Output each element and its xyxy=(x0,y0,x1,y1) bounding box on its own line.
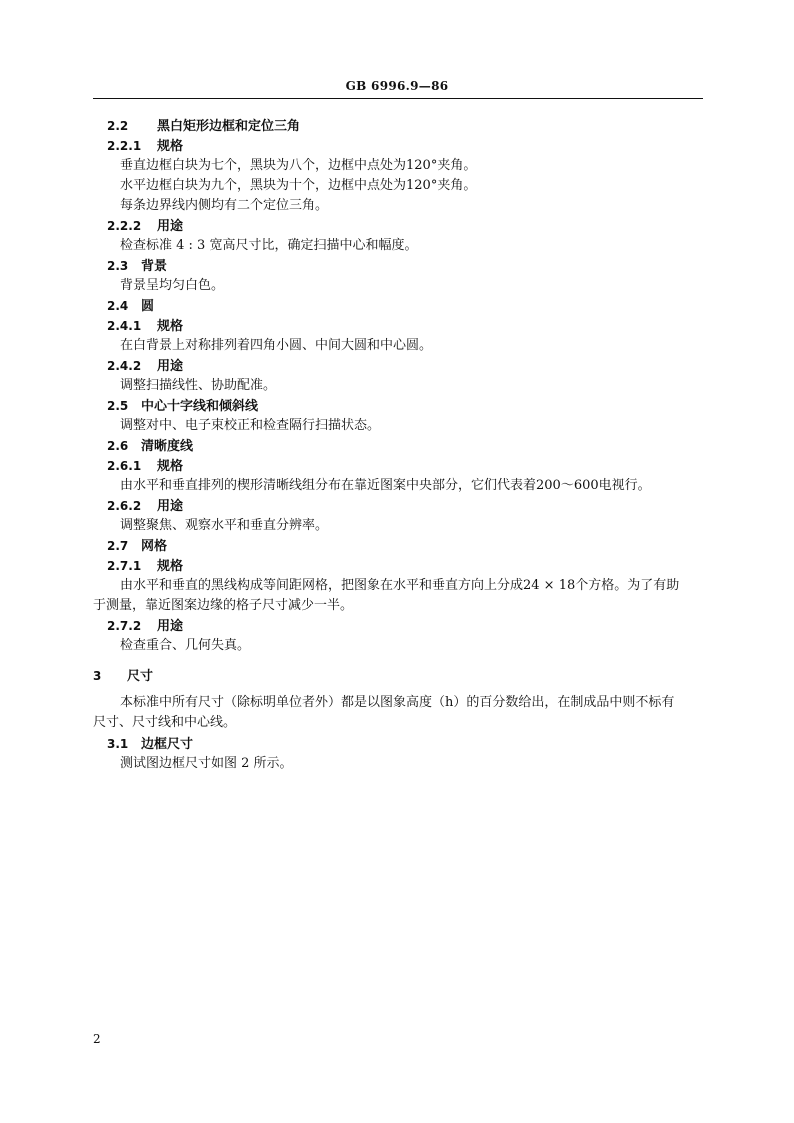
heading-2-2-1 xyxy=(107,138,183,155)
heading-2-5 xyxy=(107,398,258,415)
heading-number: 2.7 xyxy=(107,539,129,553)
paragraph-line: 每条边界线内侧均有二个定位三角。 xyxy=(120,198,329,213)
heading-2-7-1 xyxy=(107,558,183,575)
paragraph-line: 背景呈均匀白色。 xyxy=(120,278,225,293)
heading-2-2-2 xyxy=(107,218,183,235)
paragraph-line: 测试图边框尺寸如图 2 所示。 xyxy=(120,756,293,771)
page-number: 2 xyxy=(93,1032,101,1046)
heading-2-7-2 xyxy=(107,618,183,635)
heading-2-2 xyxy=(107,118,300,135)
paragraph-line: 本标准中所有尺寸（除标明单位者外）都是以图象高度（h）的百分数给出，在制成品中则不标有 xyxy=(120,695,675,710)
heading-text: 圆 xyxy=(141,299,155,314)
heading-text: 用途 xyxy=(157,619,184,634)
paragraph-line: 由水平和垂直排列的楔形清晰线组分布在靠近图案中央部分，它们代表着200～600电视行。 xyxy=(120,478,651,493)
heading-2-6-1 xyxy=(107,458,183,475)
heading-number: 2.5 xyxy=(107,399,129,413)
heading-2-7 xyxy=(107,538,167,555)
paragraph-line: 检查重合、几何失真。 xyxy=(120,638,251,653)
heading-text: 尺寸 xyxy=(127,669,154,684)
heading-number: 2.7.1 xyxy=(107,559,142,573)
heading-number: 2.2.2 xyxy=(107,219,142,233)
heading-text: 清晰度线 xyxy=(141,439,194,454)
heading-text: 黑白矩形边框和定位三角 xyxy=(157,119,301,134)
heading-number: 2.7.2 xyxy=(107,619,142,633)
paragraph-line: 检查标准 4 : 3 宽高尺寸比，确定扫描中心和幅度。 xyxy=(120,238,418,253)
heading-2-3 xyxy=(107,258,167,275)
heading-number: 2.6 xyxy=(107,439,129,453)
heading-2-4-1 xyxy=(107,318,183,335)
heading-text: 用途 xyxy=(157,499,184,514)
paragraph-line: 于测量，靠近图案边缘的格子尺寸减少一半。 xyxy=(93,598,354,613)
heading-text: 规格 xyxy=(157,139,184,154)
heading-number: 3.1 xyxy=(107,737,129,751)
paragraph-line: 垂直边框白块为七个，黑块为八个，边框中点处为120°夹角。 xyxy=(120,158,477,173)
paragraph-line: 调整对中、电子束校正和检查隔行扫描状态。 xyxy=(120,418,381,433)
paragraph-line: 尺寸、尺寸线和中心线。 xyxy=(93,715,237,730)
heading-2-6-2 xyxy=(107,498,183,515)
heading-2-4 xyxy=(107,298,154,315)
heading-text: 背景 xyxy=(141,259,168,274)
heading-number: 3 xyxy=(93,669,102,683)
paragraph-line: 调整扫描线性、协助配准。 xyxy=(120,378,277,393)
heading-text: 规格 xyxy=(157,459,184,474)
heading-number: 2.6.1 xyxy=(107,459,142,473)
heading-text: 规格 xyxy=(157,319,184,334)
heading-number: 2.2 xyxy=(107,119,129,133)
heading-text: 规格 xyxy=(157,559,184,574)
heading-text: 中心十字线和倾斜线 xyxy=(141,399,259,414)
paragraph-line: 水平边框白块为九个，黑块为十个，边框中点处为120°夹角。 xyxy=(120,178,477,193)
heading-2-6 xyxy=(107,438,193,455)
heading-3 xyxy=(93,668,153,685)
paragraph-line: 由水平和垂直的黑线构成等间距网格，把图象在水平和垂直方向上分成24 × 18个方格。为了有助 xyxy=(120,578,680,593)
heading-number: 2.4.2 xyxy=(107,359,142,373)
heading-text: 网格 xyxy=(141,539,168,554)
heading-2-4-2 xyxy=(107,358,183,375)
heading-3-1 xyxy=(107,736,193,753)
standard-code-header: GB 6996.9—86 xyxy=(345,79,449,93)
heading-number: 2.6.2 xyxy=(107,499,142,513)
heading-number: 2.3 xyxy=(107,259,129,273)
header-rule xyxy=(93,98,703,99)
heading-number: 2.4 xyxy=(107,299,129,313)
heading-number: 2.2.1 xyxy=(107,139,142,153)
heading-text: 用途 xyxy=(157,219,184,234)
heading-text: 用途 xyxy=(157,359,184,374)
paragraph-line: 调整聚焦、观察水平和垂直分辨率。 xyxy=(120,518,329,533)
heading-number: 2.4.1 xyxy=(107,319,142,333)
paragraph-line: 在白背景上对称排列着四角小圆、中间大圆和中心圆。 xyxy=(120,338,433,353)
heading-text: 边框尺寸 xyxy=(141,737,194,752)
